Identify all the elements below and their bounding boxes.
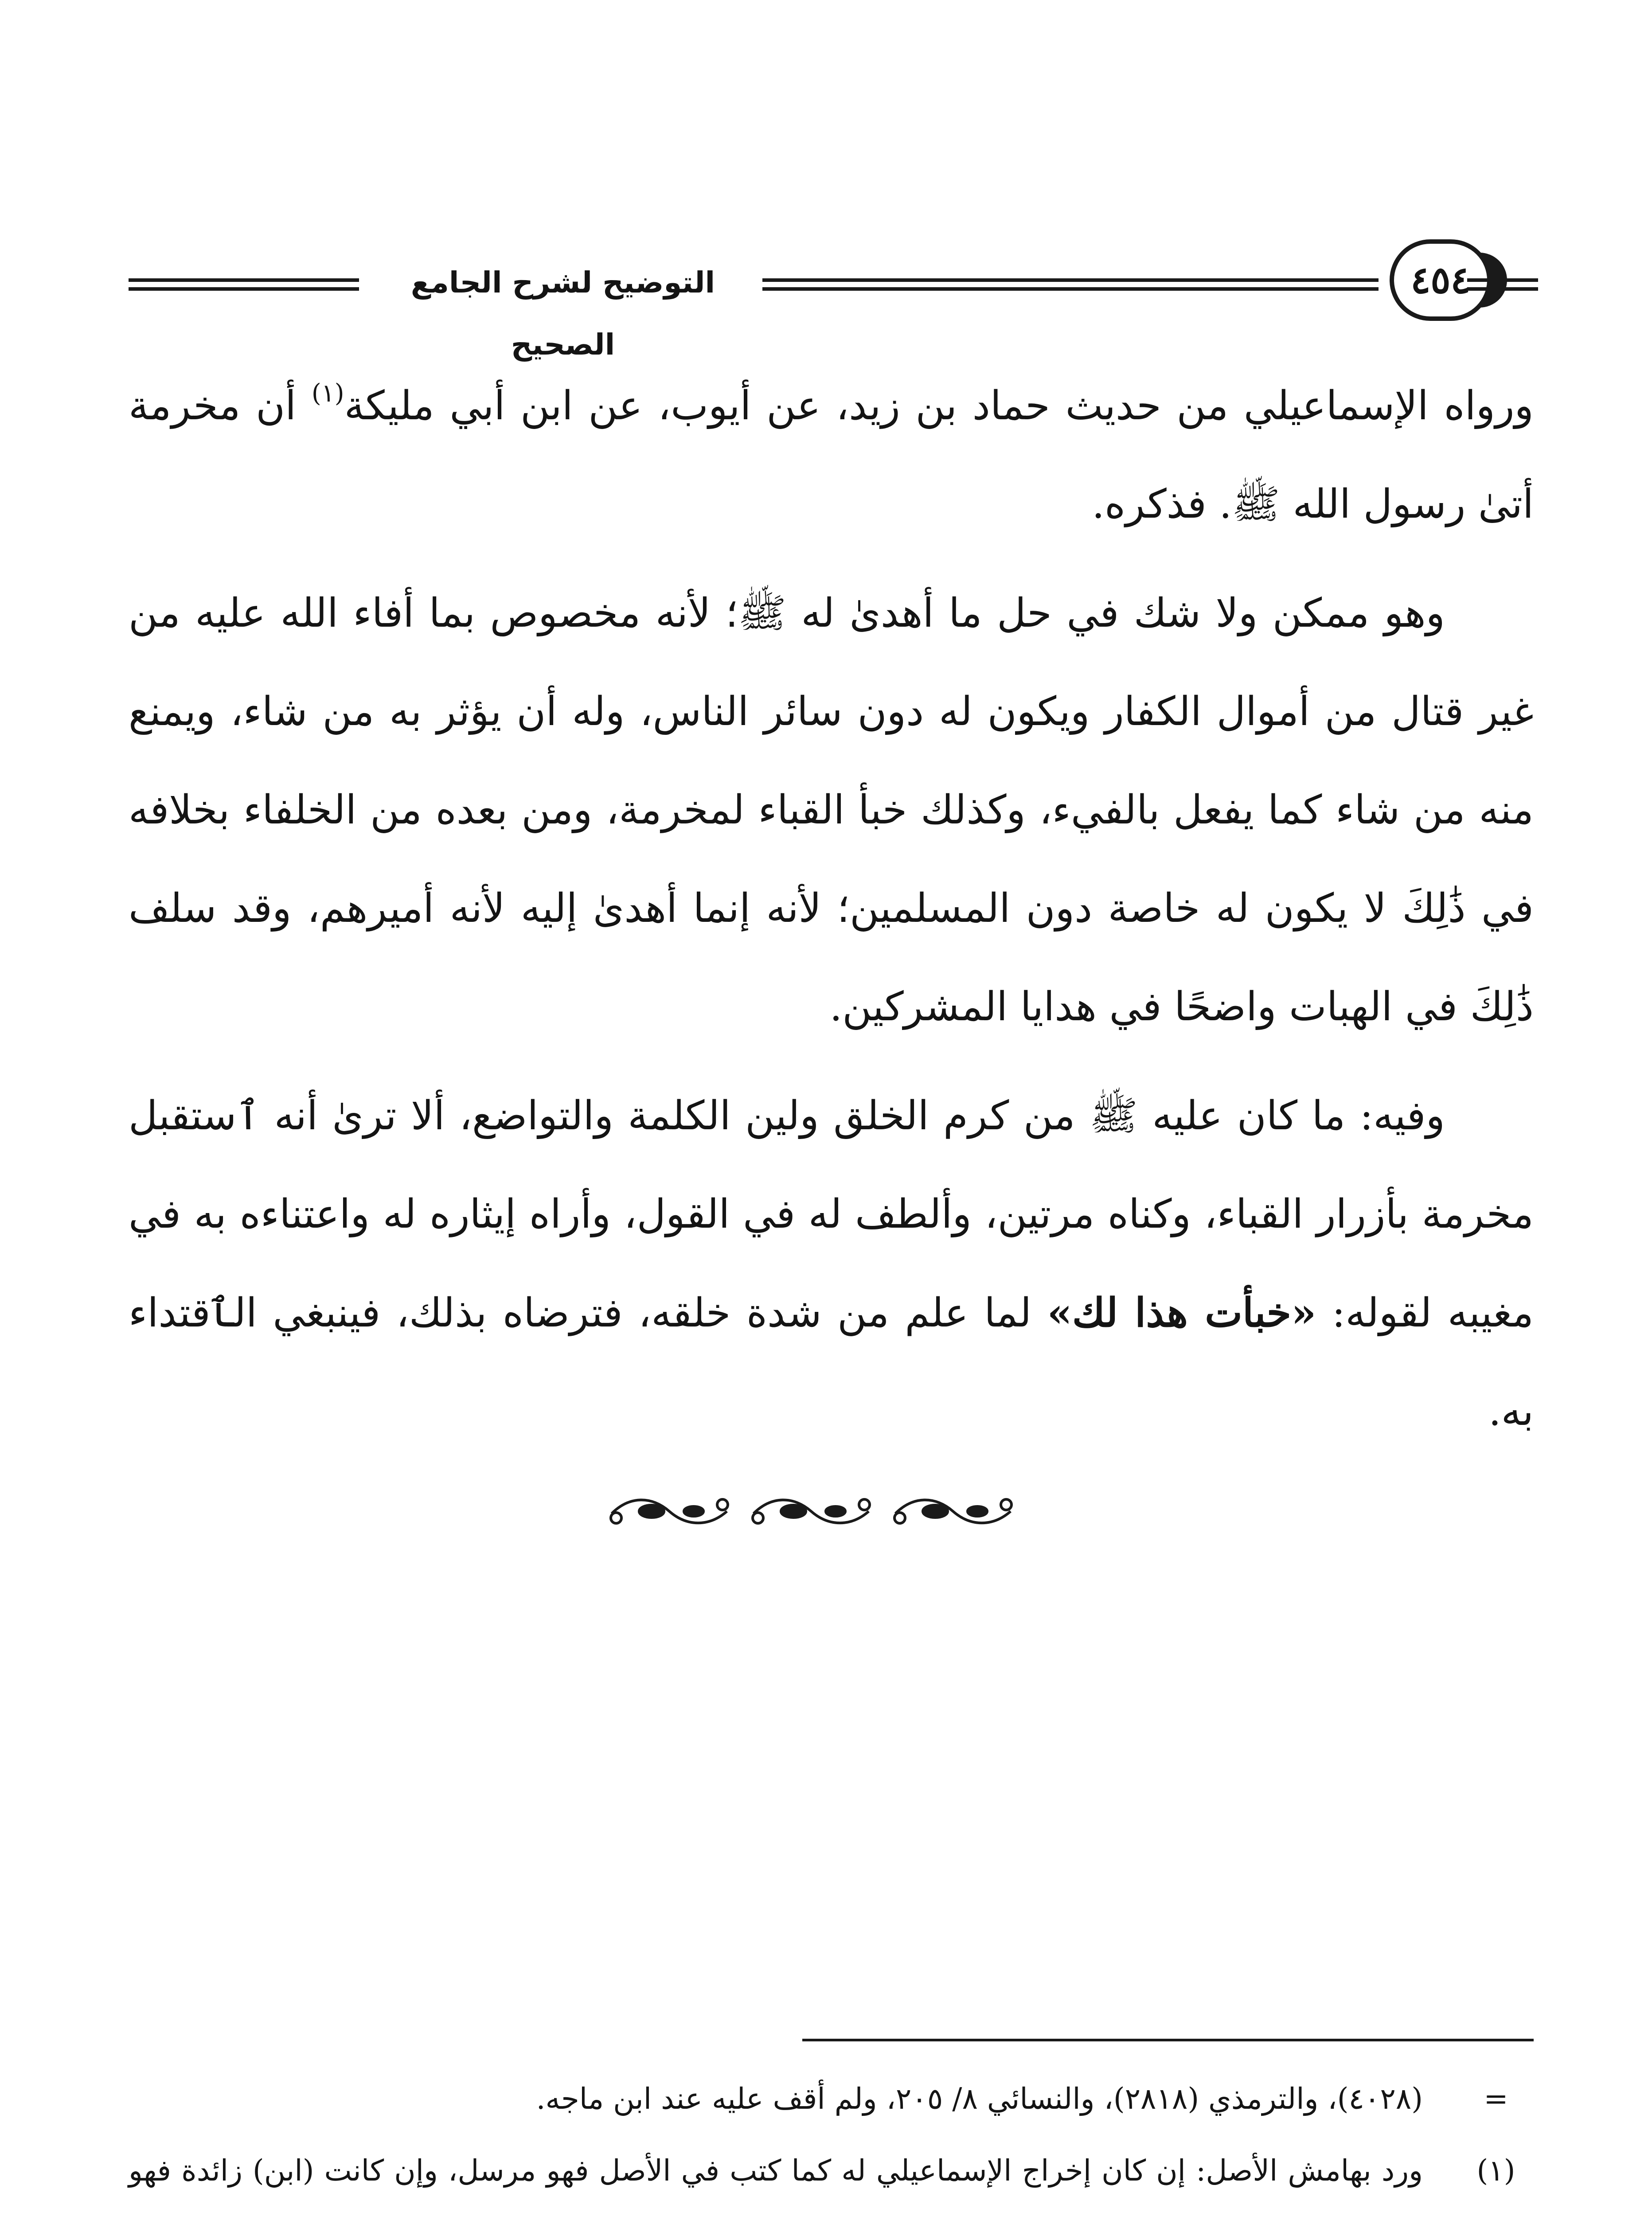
- footnote-separator: [802, 2039, 1534, 2041]
- footnote-text: ورد بهامش الأصل: إن كان إخراج الإسماعيلي له كما كتب في الأصل فهو مرسل، وإن كانت (ابن) زائدة فهو: [129, 2154, 1423, 2188]
- header-rule-right: [762, 278, 1379, 291]
- paragraph-3: [129, 1067, 1534, 1461]
- header-rule-left: [129, 278, 359, 291]
- page-number: ٤٥٤: [1410, 258, 1471, 302]
- footnote-1: [129, 2137, 1534, 2216]
- paragraph-1: [129, 357, 1534, 554]
- running-header: [129, 239, 1538, 362]
- footnote-mark: (١): [1476, 2154, 1515, 2188]
- paragraph-1-text: ورواه الإسماعيلي من حديث حماد بن زيد، عن أيوب، عن ابن أبي مليكة: [344, 382, 1534, 429]
- paragraph-1-text-end: أن مخرمة أتىٰ رسول الله ﷺ. فذكره.: [129, 382, 1534, 527]
- paragraph-3-text-end: لما علم من شدة خلقه، فترضاه بذلك، فينبغي الٱقتداء به.: [129, 1290, 1534, 1435]
- paragraph-2: وهو ممكن ولا شك في حل ما أهدىٰ له ﷺ؛ لأنه مخصوص بما أفاء الله عليه من غير قتال من أموال الكفار ويكون له دون سائر الناس، وله أن يؤثر به من شاء، ويمنع منه من شاء كما يفعل بالفيء، وكذلك خبأ القباء لمخرمة، ومن بعده من الخلفاء بخلافه في ذَٰلِكَ لا يكون له خاصة دون المسلمين؛ لأنه إنما أهدىٰ إليه لأنه أميرهم، وقد سلف ذَٰلِكَ في الهبات واضحًا في هدايا المشركين.: [129, 590, 1534, 1030]
- main-text: [129, 357, 1534, 1471]
- footnote-mark: =: [1484, 2082, 1508, 2116]
- footnote-continuation: [129, 2065, 1534, 2133]
- running-title: التوضيح لشرح الجامع الصحيح: [410, 265, 715, 362]
- footnote-text: (٤٠٢٨)، والترمذي (٢٨١٨)، والنسائي ٨/ ٢٠٥، ولم أقف عليه عند ابن ماجه.: [536, 2082, 1423, 2116]
- hadith-quote: «خبأت هذا لك»: [1047, 1289, 1316, 1336]
- footnote-reference[interactable]: (١): [311, 379, 344, 408]
- footnotes: [129, 2065, 1534, 2216]
- paragraph-3-text: وفيه: ما كان عليه ﷺ من كرم الخلق ولين الكلمة والتواضع، ألا ترىٰ أنه ٱستقبل مخرمة بأزرار القباء، وكناه مرتين، وألطف له في القول، وأراه إيثاره له واعتناءه به في مغيبه لقوله:: [129, 1092, 1534, 1336]
- header-rule-tail: [1467, 278, 1538, 291]
- floral-divider-icon: [603, 1487, 1019, 1536]
